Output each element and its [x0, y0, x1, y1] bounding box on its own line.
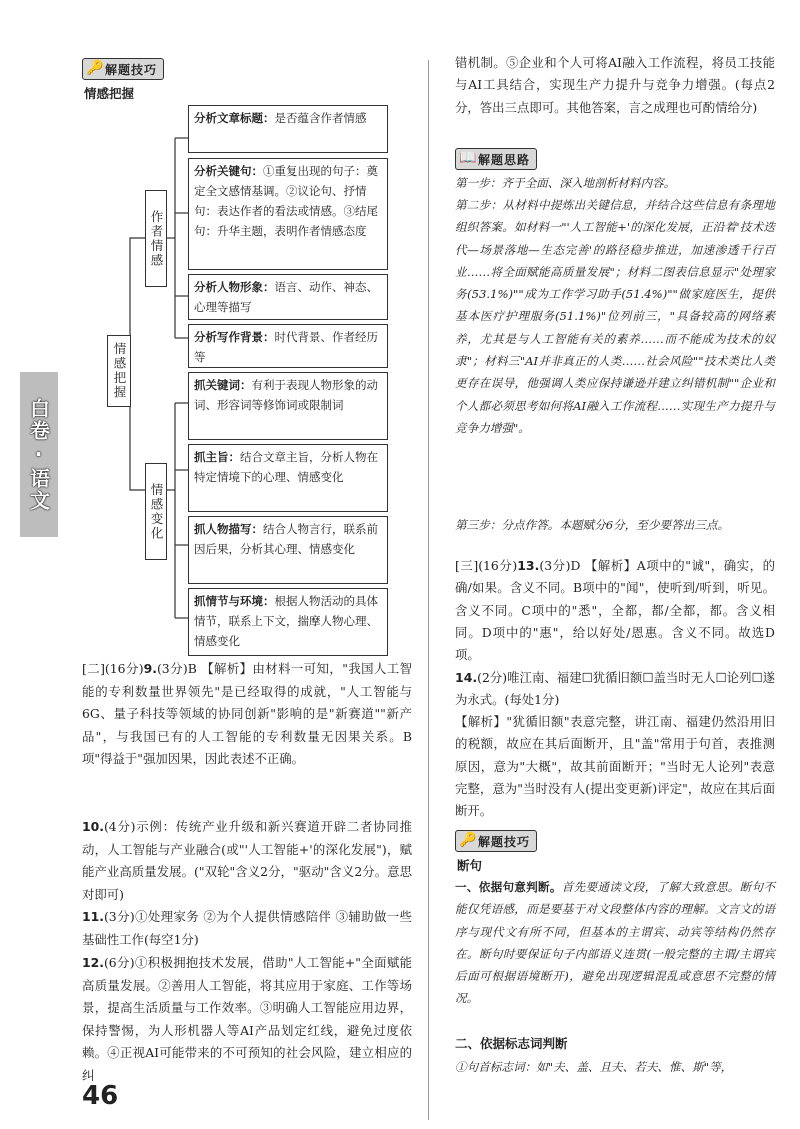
mindmap-box-5 [188, 372, 388, 440]
answer-q12-continued: 错机制。⑤企业和个人可将AI融入工作流程，将员工技能与AI工具结合，实现生产力提升与竞争力增强。(每点2分，答出三点即可。其他答案，言之成理也可酌情给分) [455, 55, 775, 115]
mindmap-box-1 [188, 105, 388, 153]
box-text: 有利于表现人物形象的动词、形容词等修饰词或限制词 [194, 378, 378, 412]
root-label: 情感把握 [107, 335, 131, 407]
key-icon: 🔑 [459, 832, 478, 848]
rule-2-title: 二、依据标志词判断 [455, 1036, 568, 1051]
box-text: ①重复出现的句子：奠定全文感情基调。②议论句、抒情句：表达作者的看法或情感。③结尾句：升华主题，表明作者情感态度 [194, 164, 378, 238]
rule-1 [455, 876, 775, 1010]
tips-badge-label: 解题技巧 [105, 62, 158, 77]
box-text: 结合人物言行，联系前因后果，分析其心理、情感变化 [194, 522, 378, 556]
book-icon: 📖 [459, 150, 478, 166]
box-text: 根据人物活动的具体情节，联系上下文，揣摩人物心理、情感变化 [194, 594, 378, 648]
answer-q14 [455, 667, 775, 712]
box-title: 分析关键句： [194, 164, 263, 178]
connector-root-group1 [130, 238, 145, 365]
mindmap-box-3 [188, 274, 388, 320]
answer-text: (3分)D 【解析】A项中的"诚"，确实，的确/如果。含义不同。B项中的"闻"，使听到/听到，听见。含义不同。C项中的"悉"，全都，都/全都，都。含义相同。D项中的"惠"，给以好处/恩惠。含义不同。故选D项。 [455, 558, 775, 663]
answer-text: (4分)示例：传统产业升级和新兴赛道开辟二者协同推动，人工智能与产业融合(或"'人工智能+'的深化发展")，赋能产业高质量发展。("双轮"含义2分，"驱动"含义2分。意思对即可) [82, 819, 412, 902]
box-title: 分析文章标题： [194, 111, 275, 125]
key-icon: 🔑 [86, 60, 105, 76]
step-1: 第一步：齐于全面、深入地剖析材料内容。 [455, 176, 676, 190]
rule-1-title: 一、依据句意判断。 [455, 880, 562, 894]
question-number: 13. [517, 558, 540, 573]
question-number: 10. [82, 819, 104, 834]
box-text: 是否蕴含作者情感 [274, 111, 367, 125]
step-2: 第二步：从材料中提炼出关键信息，并结合这些信息有条理地组织答案。如材料一"'人工智能+'的深化发展，正沿着'技术迭代—场景落地—生态完善'的路径稳步推进，加速渗透千行百业……将全面赋能高质量发展"；材料二图表信息显示"处理家务(53.1%)""成为工作学习助手(51.4%)""做家庭医生，提供基本医疗护理服务(51.1%)"位列前三，"具备较高的网络素养，尤其是与人工智能有关的素养……而不能成为技术的奴隶"；材料三"AI并非真正的人类……社会风险""技术类比人类更存在误导，他强调人类应保持谦逊并建立纠错机制""企业和个人都必须思考如何将AI融入工作流程……实现生产力提升与竞争力增强"。 [455, 198, 775, 435]
sidebar-label: 白卷·语文 [26, 397, 51, 512]
answer-q10 [82, 816, 412, 906]
question-number: 12. [82, 955, 104, 970]
answer-text: (3分)①处理家务 ②为个人提供情感陪伴 ③辅助做一些基础性工作(每空1分) [82, 909, 412, 947]
section-heading: 情感把握 [84, 86, 135, 101]
thinking-badge [455, 148, 537, 170]
group-label-change: 情感变化 [145, 463, 167, 560]
answer-text: (6分)①积极拥抱技术发展，借助"人工智能+"全面赋能高质量发展。②善用人工智能，将其应用于家庭、工作等场景，提高生活质量与工作效率。③明确人工智能应用边界，保持警惕，为人形机器人等AI产品划定红线，避免过度依赖。④正视AI可能带来的不可预知的社会风险，建立相应的纠 [82, 955, 412, 1083]
connector-root-group2 [130, 365, 145, 490]
question-number: 14. [455, 670, 478, 685]
mindmap-box-4 [188, 324, 388, 368]
mindmap-box-7 [188, 516, 388, 584]
box-text: 语言、动作、神态、心理等描写 [194, 280, 378, 314]
thinking-badge-label: 解题思路 [478, 152, 531, 167]
sub-heading: 断句 [457, 858, 483, 873]
step-3: 第三步：分点作答。本题赋分6分，至少要答出三点。 [455, 518, 730, 532]
box-text: 结合文章主旨，分析人物在特定情境下的心理、情感变化 [194, 450, 378, 484]
answer-q13 [455, 555, 775, 666]
box-title: 抓主旨： [194, 450, 240, 464]
tips-badge-2-label: 解题技巧 [478, 834, 531, 849]
mindmap-box-2 [188, 158, 388, 270]
box-title: 分析人物形象： [194, 280, 275, 294]
question-number: 11. [82, 909, 104, 924]
box-title: 抓情节与环境： [194, 594, 275, 608]
answer-text: (3分)B 【解析】由材料一可知，"我国人工智能的专利数量世界领先"是已经取得的成就，"人工智能与6G、量子科技等领域的协同创新"影响的是"新赛道""新产品"，与我国已有的人工智能的专利数量无因果关系。B项"得益于"强加因果，因此表述不正确。 [82, 661, 412, 766]
box-title: 分析写作背景： [194, 330, 275, 344]
analysis-q14: 【解析】"犹循旧额"表意完整，讲江南、福建仍然沿用旧的税额，故应在其后面断开，且"盖"常用于句首，表推测原因，意为"大概"，故其前面断开；"当时无人论列"表意完整，意为"当时没有人(提出变更新)评定"，故应在其后面断开。 [455, 714, 775, 819]
tips-badge-2 [455, 830, 537, 852]
answer-text: (2分)唯江南、福建☐犹循旧额☐盖当时无人☐论列☐遂为永式。(每处1分) [455, 670, 775, 708]
answer-q11 [82, 906, 412, 951]
question-number: 9. [143, 661, 157, 676]
group-label-author: 作者情感 [145, 190, 167, 287]
box-title: 抓关键词： [194, 378, 252, 392]
section-prefix: [三](16分) [455, 558, 518, 573]
rule-2-text: ①句首标志词：如"夫、盖、且夫、若夫、惟、斯"等， [455, 1060, 733, 1074]
answer-q9 [82, 658, 412, 771]
answer-q12 [82, 952, 412, 1087]
mindmap-box-8 [188, 588, 388, 656]
rule-1-text: 首先要通读文段，了解大致意思。断句不能仅凭语感，而是要基于对文段整体内容的理解。文言文的语序与现代文有所不同，但基本的主谓宾、动宾等结构仍然存在。断句时要保证句子内部语义连贯(一般完整的主谓/主谓宾后面可根据语境断开)，避免出现逻辑混乱或意思不完整的情况。 [455, 880, 775, 1006]
page-number: 46 [82, 1081, 119, 1111]
section-prefix: [二](16分) [82, 661, 144, 676]
box-title: 抓人物描写： [194, 522, 263, 536]
mindmap-box-6 [188, 444, 388, 512]
box-text: 时代背景、作者经历等 [194, 330, 378, 364]
